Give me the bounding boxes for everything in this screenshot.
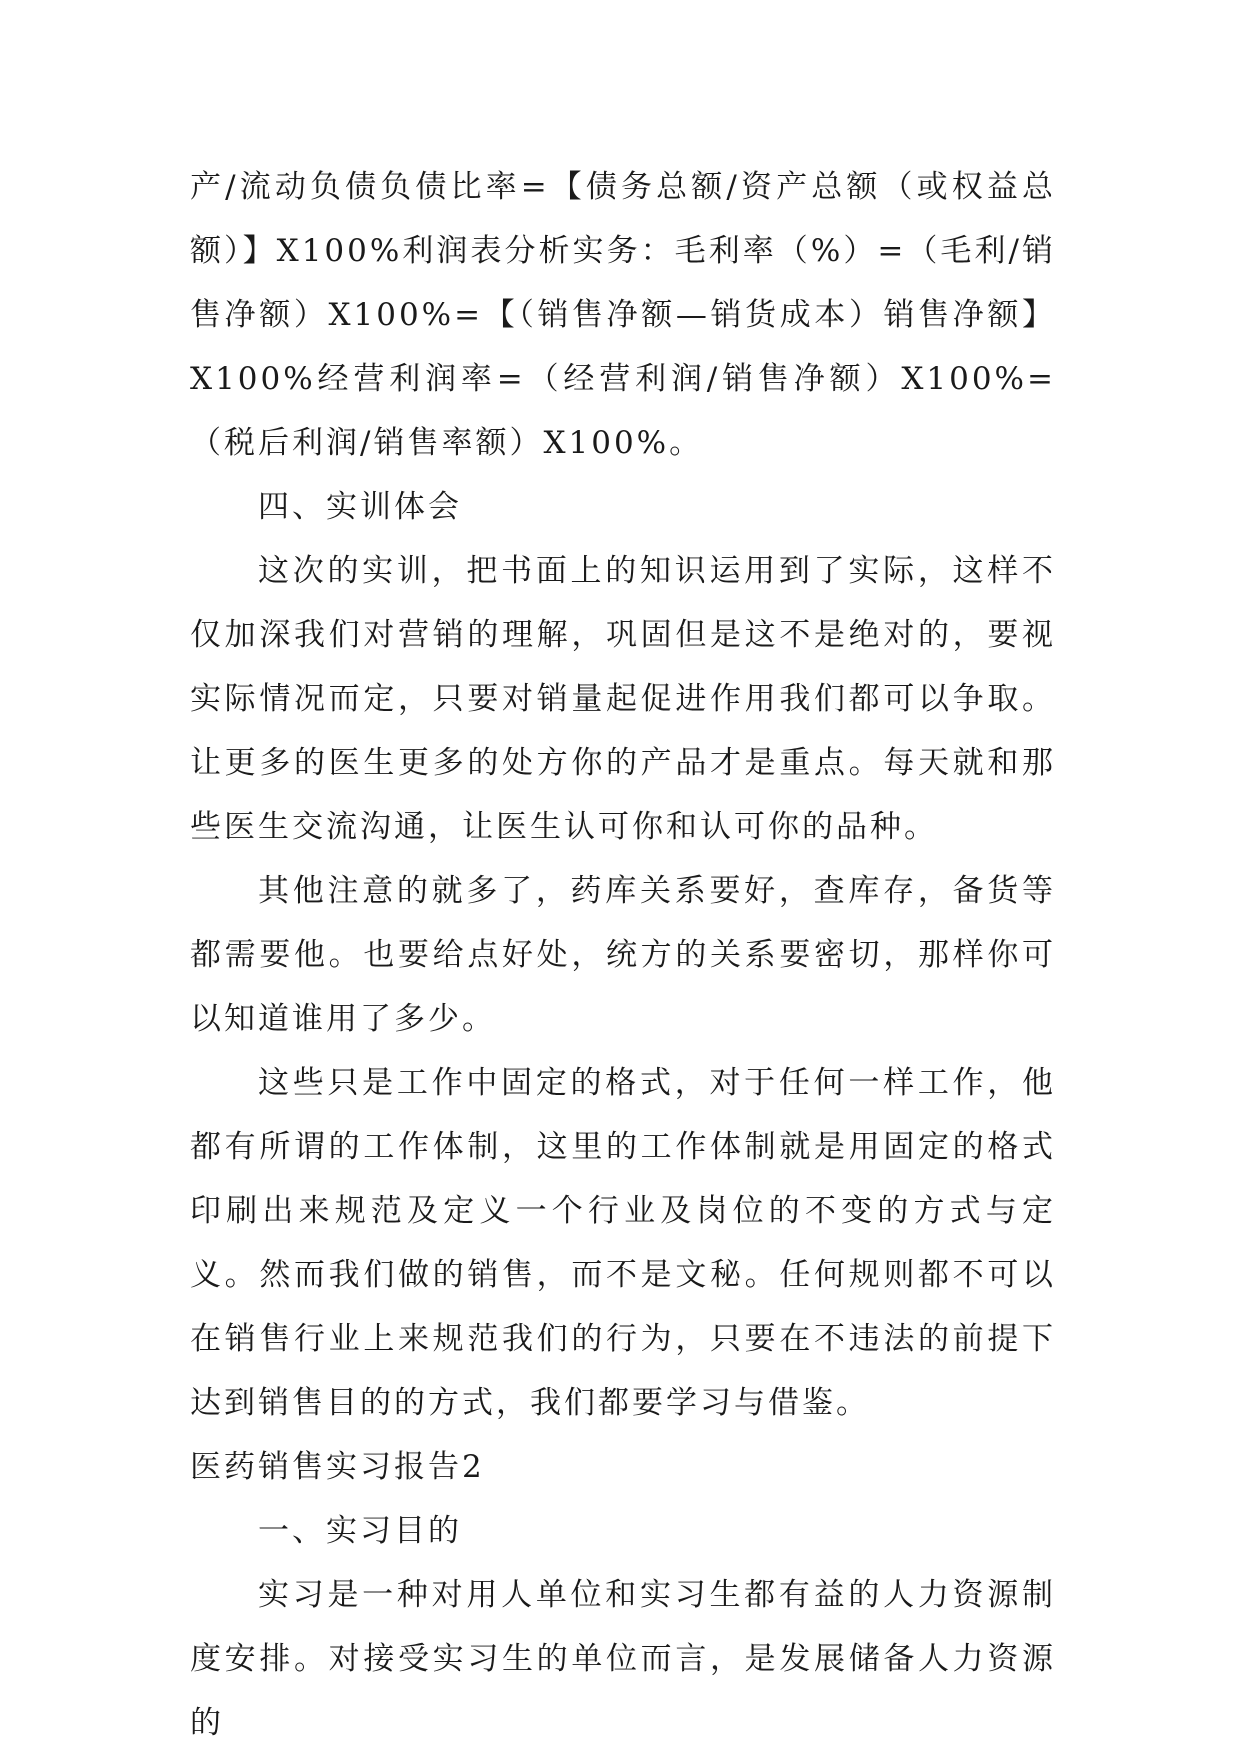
section-heading-training-experience: 四、实训体会 xyxy=(258,489,462,525)
paragraph-internship-intro: 实习是一种对用人单位和实习生都有益的人力资源制度安排。对接受实习生的单位而言，是发展储备人力资源的 xyxy=(190,1577,1056,1741)
paragraph-other-notes: 其他注意的就多了，药库关系要好，查库存，备货等都需要他。也要给点好处，统方的关系要密切，那样你可以知道谁用了多少。 xyxy=(190,873,1056,1037)
document-body xyxy=(190,155,1056,1755)
paragraph-work-system: 这些只是工作中固定的格式，对于任何一样工作，他都有所谓的工作体制，这里的工作体制就是用固定的格式印刷出来规范及定义一个行业及岗位的不变的方式与定义。然而我们做的销售，而不是文秘。任何规则都不可以在销售行业上来规范我们的行为，只要在不违法的前提下达到销售目的的方式，我们都要学习与借鉴。 xyxy=(190,1065,1056,1421)
paragraph-balance-sheet-formulas: 产/流动负债负债比率=【债务总额/资产总额（或权益总额）】X100%利润表分析实务：毛利率（%）=（毛利/销售净额）X100%=【（销售净额—销货成本）销售净额】X100%经营利润率=（经营利润/销售净额）X100%=（税后利润/销售率额）X100%。 xyxy=(190,169,1056,461)
report-title-2: 医药销售实习报告2 xyxy=(190,1449,485,1485)
paragraph-training-reflection: 这次的实训，把书面上的知识运用到了实际，这样不仅加深我们对营销的理解，巩固但是这不是绝对的，要视实际情况而定，只要对销量起促进作用我们都可以争取。让更多的医生更多的处方你的产品才是重点。每天就和那些医生交流沟通，让医生认可你和认可你的品种。 xyxy=(190,553,1056,845)
section-heading-internship-purpose: 一、实习目的 xyxy=(258,1513,462,1549)
